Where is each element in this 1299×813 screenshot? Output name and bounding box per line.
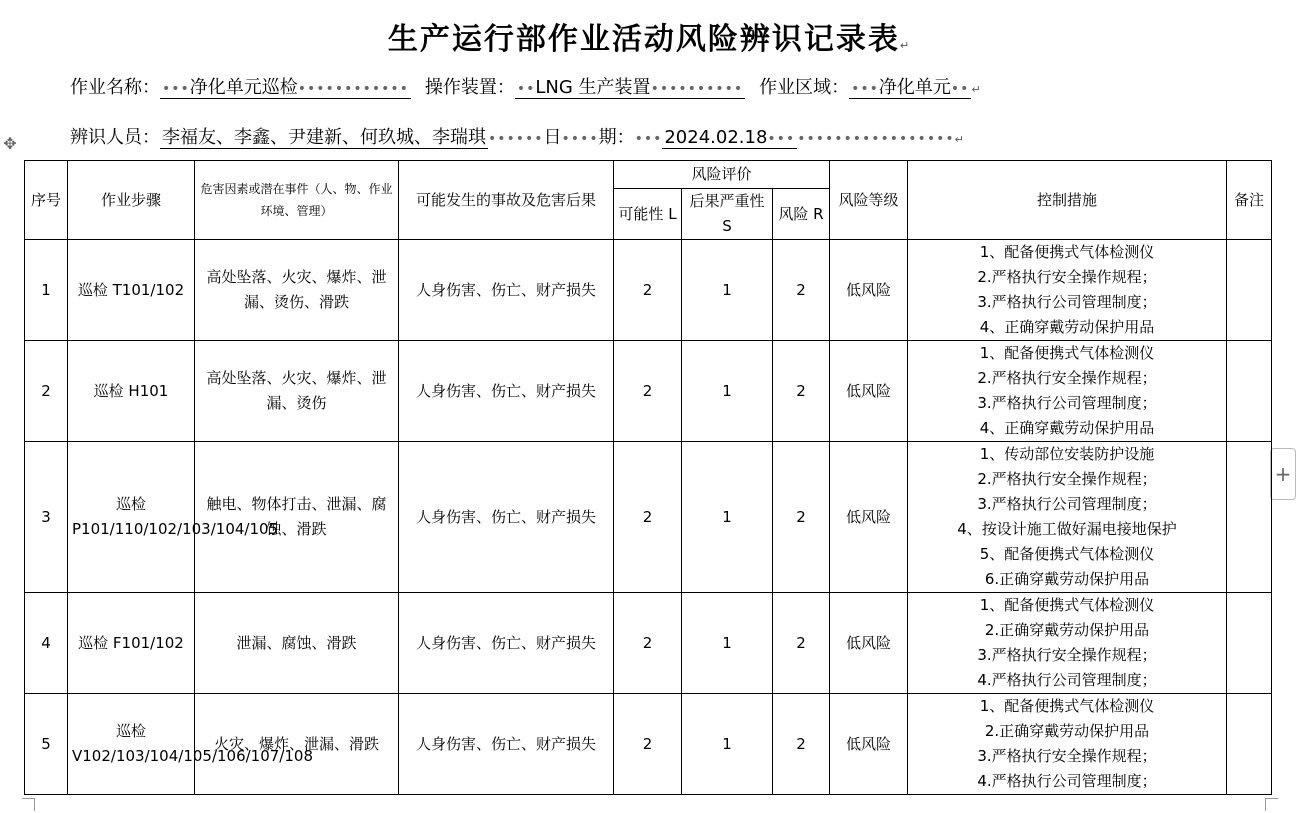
cell-measures[interactable]	[908, 240, 1227, 341]
identifiers-field[interactable]	[160, 127, 488, 149]
measure-item: 2.正确穿戴劳动保护用品	[984, 722, 1150, 740]
cell-remark[interactable]	[1227, 694, 1272, 795]
cell-hazard[interactable]: 泄漏、腐蚀、滑跌	[195, 593, 399, 694]
cell-remark[interactable]	[1227, 341, 1272, 442]
cell-likelihood[interactable]: 2	[614, 694, 682, 795]
cell-severity[interactable]: 1	[682, 240, 773, 341]
table-row	[25, 442, 1272, 593]
cell-severity[interactable]: 1	[682, 442, 773, 593]
header-line-1	[70, 73, 981, 99]
cell-seq[interactable]: 5	[25, 694, 68, 795]
col-hazard-header: 危害因素或潜在事件（人、物、作业环境、管理）	[195, 161, 399, 240]
cell-consequence[interactable]: 人身伤害、伤亡、财产损失	[399, 694, 614, 795]
measure-item: 2.正确穿戴劳动保护用品	[984, 621, 1150, 639]
cell-seq[interactable]: 3	[25, 442, 68, 593]
col-severity-header: 后果严重性 S	[682, 189, 773, 240]
cell-measures[interactable]	[908, 341, 1227, 442]
date-value: 2024.02.18	[664, 127, 768, 148]
col-likelihood-header: 可能性 L	[614, 189, 682, 240]
col-consequence-header: 可能发生的事故及危害后果	[399, 161, 614, 240]
cell-severity[interactable]: 1	[682, 341, 773, 442]
cell-risk[interactable]: 2	[773, 240, 830, 341]
identifier-label: 辨识人员：	[70, 127, 160, 148]
cell-seq[interactable]: 4	[25, 593, 68, 694]
date-label-1: 日	[543, 127, 562, 148]
cell-level[interactable]: 低风险	[830, 341, 908, 442]
measure-item: 3.严格执行公司管理制度；	[977, 495, 1157, 513]
area-value: 净化单元	[878, 77, 951, 98]
measure-item: 5、配备便携式气体检测仪	[979, 545, 1155, 563]
table-row	[25, 341, 1272, 442]
cell-consequence[interactable]: 人身伤害、伤亡、财产损失	[399, 442, 614, 593]
col-measures-header: 控制措施	[908, 161, 1227, 240]
area-label: 作业区域：	[759, 77, 850, 98]
cell-measures[interactable]	[908, 593, 1227, 694]
measure-item: 1、配备便携式气体检测仪	[979, 344, 1155, 362]
cell-hazard[interactable]: 触电、物体打击、泄漏、腐蚀、滑跌	[195, 442, 399, 593]
col-risk-header: 风险 R	[773, 189, 830, 240]
cell-severity[interactable]: 1	[682, 694, 773, 795]
cell-level[interactable]: 低风险	[830, 240, 908, 341]
task-name-label: 作业名称：	[70, 77, 160, 98]
measure-item: 1、配备便携式气体检测仪	[979, 596, 1155, 614]
col-step-header: 作业步骤	[68, 161, 195, 240]
measure-item: 3.严格执行安全操作规程；	[977, 646, 1157, 664]
measure-item: 2.严格执行安全操作规程；	[977, 268, 1157, 286]
cell-remark[interactable]	[1227, 240, 1272, 341]
measure-item: 4.严格执行公司管理制度；	[977, 671, 1157, 689]
col-seq-header: 序号	[25, 161, 68, 240]
device-label: 操作装置：	[424, 77, 515, 98]
paragraph-mark-icon: ↵	[971, 83, 981, 96]
cell-consequence[interactable]: 人身伤害、伤亡、财产损失	[399, 341, 614, 442]
device-field[interactable]: ••LNG 生产装置••••••••••	[516, 77, 744, 98]
device-value: LNG 生产装置	[535, 77, 651, 98]
measure-item: 4、按设计施工做好漏电接地保护	[957, 520, 1177, 538]
crop-mark-left	[22, 798, 35, 811]
cell-measures[interactable]	[908, 442, 1227, 593]
measure-item: 1、传动部位安装防护设施	[979, 445, 1155, 463]
measure-item: 3.严格执行公司管理制度；	[977, 293, 1157, 311]
area-field[interactable]: •••净化单元••	[851, 77, 970, 98]
measure-item: 4、正确穿戴劳动保护用品	[979, 419, 1155, 437]
cell-hazard[interactable]: 高处坠落、火灾、爆炸、泄漏、烫伤	[195, 341, 399, 442]
measure-item: 1、配备便携式气体检测仪	[979, 697, 1155, 715]
cell-likelihood[interactable]: 2	[614, 442, 682, 593]
cell-remark[interactable]	[1227, 593, 1272, 694]
cell-consequence[interactable]: 人身伤害、伤亡、财产损失	[399, 240, 614, 341]
cell-step[interactable]: 巡检 T101/102	[68, 240, 195, 341]
cell-seq[interactable]: 1	[25, 240, 68, 341]
cell-seq[interactable]: 2	[25, 341, 68, 442]
cell-level[interactable]: 低风险	[830, 593, 908, 694]
title-text: 生产运行部作业活动风险辨识记录表	[387, 22, 900, 57]
header-line-2: 辨识人员： 李福友、李鑫、尹建新、何玖城、李瑞琪 ••••••日••••期：••• 2024.02.18••• •••••••••••••••••↵	[70, 127, 964, 148]
cell-risk[interactable]: 2	[773, 694, 830, 795]
measure-item: 3.严格执行安全操作规程；	[977, 747, 1157, 765]
identifiers-value: 李福友、李鑫、尹建新、何玖城、李瑞琪	[162, 127, 486, 148]
add-column-button[interactable]: +	[1270, 448, 1296, 500]
cell-measures[interactable]	[908, 694, 1227, 795]
cell-consequence[interactable]: 人身伤害、伤亡、财产损失	[399, 593, 614, 694]
cell-step[interactable]: 巡检 V102/103/104/105/106/107/108	[68, 694, 195, 795]
date-field[interactable]: 2024.02.18•••	[664, 127, 796, 148]
measure-item: 1、配备便携式气体检测仪	[979, 243, 1155, 261]
cell-step[interactable]: 巡检 F101/102	[68, 593, 195, 694]
table-move-handle-icon[interactable]: ✥	[3, 134, 17, 153]
cell-hazard[interactable]: 高处坠落、火灾、爆炸、泄漏、烫伤、滑跌	[195, 240, 399, 341]
table-header-row	[25, 161, 1272, 189]
cell-step[interactable]: 巡检 P101/110/102/103/104/105	[68, 442, 195, 593]
measure-item: 3.严格执行公司管理制度；	[977, 394, 1157, 412]
cell-likelihood[interactable]: 2	[614, 240, 682, 341]
cell-risk[interactable]: 2	[773, 442, 830, 593]
measure-item: 4、正确穿戴劳动保护用品	[979, 318, 1155, 336]
cell-remark[interactable]	[1227, 442, 1272, 593]
measure-item: 2.严格执行安全操作规程；	[977, 470, 1157, 488]
col-level-header: 风险等级	[830, 161, 908, 240]
measure-item: 2.严格执行安全操作规程；	[977, 369, 1157, 387]
date-label-2: 期：	[598, 127, 635, 148]
crop-mark-right	[1265, 798, 1278, 811]
cell-step[interactable]: 巡检 H101	[68, 341, 195, 442]
cell-likelihood[interactable]: 2	[614, 593, 682, 694]
cell-hazard[interactable]: 火灾、爆炸、泄漏、滑跌	[195, 694, 399, 795]
table-row	[25, 240, 1272, 341]
cell-level[interactable]: 低风险	[830, 442, 908, 593]
measure-item: 4.严格执行公司管理制度；	[977, 772, 1157, 790]
table-body	[25, 240, 1272, 795]
measure-item: 6.正确穿戴劳动保护用品	[984, 570, 1150, 588]
table-row	[25, 593, 1272, 694]
cell-level[interactable]: 低风险	[830, 694, 908, 795]
task-name-value: 净化单元巡检	[189, 77, 298, 98]
cell-risk[interactable]: 2	[773, 593, 830, 694]
col-risk-eval-header: 风险评价	[614, 161, 830, 189]
cell-risk[interactable]: 2	[773, 341, 830, 442]
cell-likelihood[interactable]: 2	[614, 341, 682, 442]
cell-severity[interactable]: 1	[682, 593, 773, 694]
paragraph-mark-icon: ↵	[954, 133, 964, 146]
table-row	[25, 694, 1272, 795]
document-title	[0, 14, 1299, 58]
risk-table	[24, 160, 1272, 795]
paragraph-mark-icon: ↵	[899, 39, 912, 52]
col-remark-header: 备注	[1227, 161, 1272, 240]
task-name-field[interactable]: •••净化单元巡检••••••••••••	[162, 77, 409, 98]
